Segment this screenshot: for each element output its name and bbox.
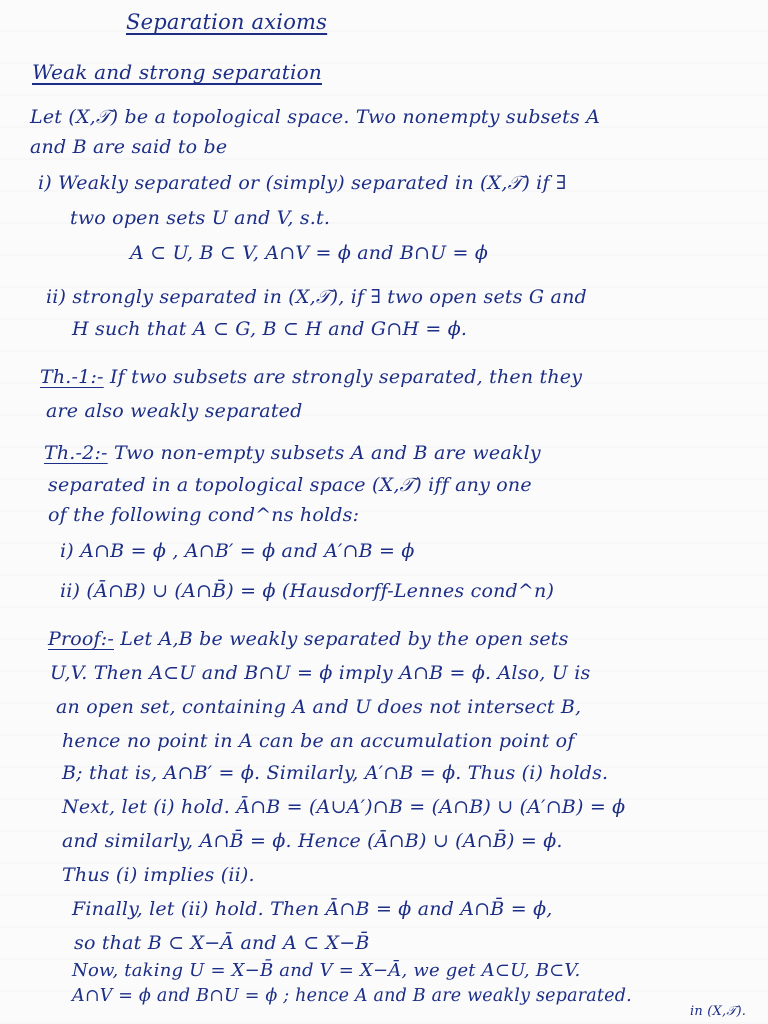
theorem-1-text: are also weakly separated bbox=[46, 400, 303, 422]
proof-text: hence no point in A can be an accumulation point of bbox=[62, 730, 575, 752]
proof-label: Proof:- bbox=[48, 628, 114, 650]
theorem-1-label: Th.-1:- bbox=[40, 366, 104, 388]
theorem-2 bbox=[44, 442, 541, 464]
theorem-2-text: separated in a topological space (X,𝒯) iff any one bbox=[48, 474, 532, 496]
section-heading: Weak and strong separation bbox=[32, 60, 322, 84]
proof-text: B; that is, A∩B′ = ϕ. Similarly, A′∩B = ϕ. Thus (i) holds. bbox=[62, 762, 609, 784]
definition-strong: ii) strongly separated in (X,𝒯), if ∃ two open sets G and bbox=[46, 286, 587, 308]
theorem-2-condition-i: i) A∩B = ϕ , A∩B′ = ϕ and A′∩B = ϕ bbox=[60, 540, 415, 562]
definition-strong: H such that A ⊂ G, B ⊂ H and G∩H = ϕ. bbox=[72, 318, 468, 340]
proof-text: U,V. Then A⊂U and B∩U = ϕ imply A∩B = ϕ. Also, U is bbox=[50, 662, 591, 684]
theorem-2-label: Th.-2:- bbox=[44, 442, 108, 464]
theorem-1-text: If two subsets are strongly separated, then they bbox=[109, 366, 583, 388]
proof-text: Thus (i) implies (ii). bbox=[62, 864, 255, 886]
proof-text: so that B ⊂ X−Ā and A ⊂ X−B̄ bbox=[74, 932, 370, 954]
theorem-2-condition-ii: ii) (Ā∩B) ∪ (A∩B̄) = ϕ (Hausdorff-Lennes cond^n) bbox=[60, 580, 555, 602]
theorem-2-text: Two non-empty subsets A and B are weakly bbox=[113, 442, 541, 464]
definition-weak-conditions: A ⊂ U, B ⊂ V, A∩V = ϕ and B∩U = ϕ bbox=[130, 242, 489, 264]
proof-text: Let A,B be weakly separated by the open sets bbox=[120, 628, 569, 650]
proof-text: an open set, containing A and U does not intersect B, bbox=[56, 696, 582, 718]
theorem-1 bbox=[40, 366, 582, 388]
proof-text: Next, let (i) hold. Ā∩B = (A∪A′)∩B = (A∩B) ∪ (A′∩B) = ϕ bbox=[62, 796, 626, 818]
theorem-2-text: of the following cond^ns holds: bbox=[48, 504, 360, 526]
intro-line: and B are said to be bbox=[30, 136, 228, 158]
proof-first-line bbox=[48, 628, 569, 650]
definition-weak: i) Weakly separated or (simply) separated in (X,𝒯) if ∃ bbox=[38, 172, 567, 194]
proof-text: Now, taking U = X−B̄ and V = X−Ā, we get A⊂U, B⊂V. bbox=[72, 960, 581, 981]
proof-text: and similarly, A∩B̄ = ϕ. Hence (Ā∩B) ∪ (A∩B̄) = ϕ. bbox=[62, 830, 563, 852]
proof-text: Finally, let (ii) hold. Then Ā∩B = ϕ and A∩B̄ = ϕ, bbox=[72, 898, 553, 920]
definition-weak: two open sets U and V, s.t. bbox=[70, 207, 331, 229]
page-title: Separation axioms bbox=[126, 10, 328, 34]
proof-text: A∩V = ϕ and B∩U = ϕ ; hence A and B are weakly separated. bbox=[72, 986, 632, 1006]
intro-line: Let (X,𝒯) be a topological space. Two nonempty subsets A bbox=[30, 106, 601, 128]
proof-text: in (X,𝒯). bbox=[690, 1004, 747, 1019]
